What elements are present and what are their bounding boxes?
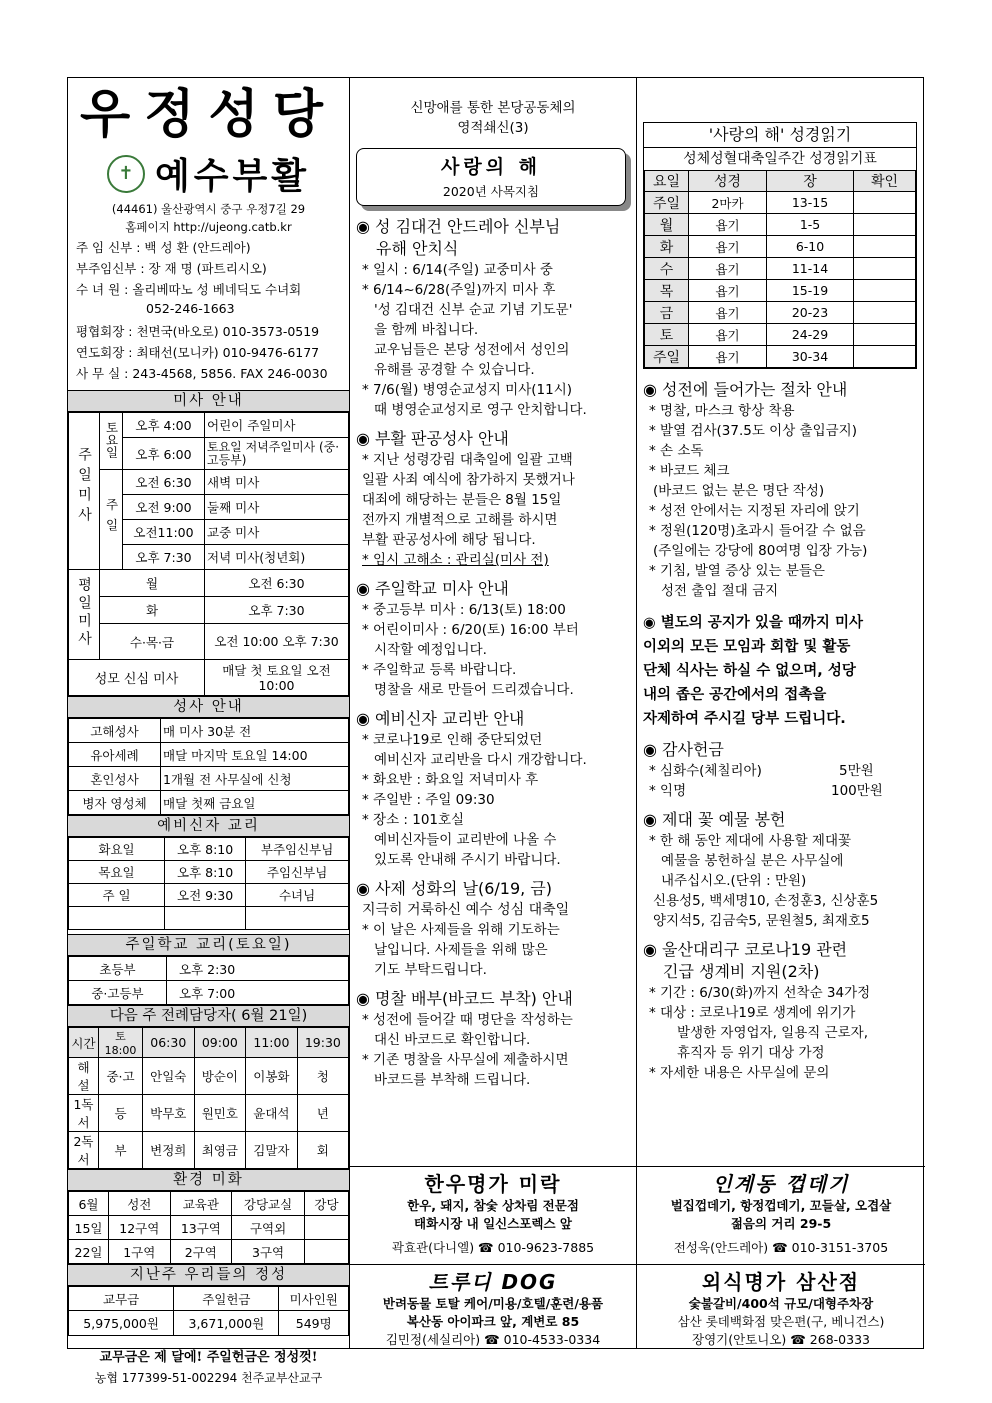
- class-time: 오후 8:10: [165, 838, 246, 861]
- bullet-line: * 바코드 체크: [649, 463, 730, 479]
- bullet-line: 예물을 봉헌하실 분은 사무실에: [661, 853, 844, 869]
- cleaning-cell: 22일: [69, 1240, 109, 1264]
- bullet-line: 성전 출입 절대 금지: [661, 583, 779, 599]
- sacrament-desc: 매달 마지막 토요일 14:00: [161, 743, 349, 767]
- office-contact: 사 무 실 : 243-4568, 5856. FAX 246-0030: [76, 366, 328, 381]
- sacrament-desc: 매 미사 30분 전: [161, 719, 349, 743]
- liturgy-cell: 윤대석: [246, 1095, 298, 1132]
- cleaning-cell: 13구역: [170, 1216, 232, 1240]
- bullet-line: 전까지 개별적으로 고해를 하시면: [362, 512, 558, 528]
- bullet-line: 날입니다. 사제들을 위해 많은: [374, 942, 548, 958]
- bible-day: 화: [645, 236, 689, 258]
- cleaning-cell: [305, 1216, 349, 1240]
- mass-time: 오후 4:00: [123, 413, 205, 438]
- bible-book: 욥기: [689, 280, 767, 302]
- notice-line: 내의 좁은 공간에서의 접촉을: [643, 687, 827, 703]
- ad-line: 삼산 롯데백화점 맞은편(구, 베니건스): [677, 1314, 885, 1329]
- cleaning-header: 6월: [69, 1192, 109, 1216]
- bible-header: 확인: [854, 171, 916, 192]
- bank-account: 농협 177399-51-002294 천주교부산교구: [94, 1371, 323, 1385]
- right-column: [637, 78, 925, 1348]
- notice-line: ◉ 별도의 공지가 있을 때까지 미사: [643, 615, 863, 631]
- bullet-line: 기도 부탁드립니다.: [374, 962, 487, 978]
- thanks-offering-title: ◉ 감사헌금: [643, 740, 724, 759]
- relic-title: ◉ 성 김대건 안드레아 신부님: [356, 217, 561, 236]
- assistant-pastor: 부주임신부 : 장 재 명 (파트리시오): [76, 261, 267, 276]
- liturgy-header: 09:00: [194, 1028, 246, 1058]
- bullet-line: 유해를 공경할 수 있습니다.: [374, 362, 535, 378]
- offering-header: 교무금: [69, 1287, 174, 1311]
- catechumen-heading: 예비신자 교리: [68, 815, 349, 837]
- relic-list: [350, 260, 636, 420]
- sacrament-name: 병자 영성체: [69, 791, 161, 815]
- bible-chapter: 30-34: [767, 346, 854, 368]
- offering-slogan: 교무금은 제 달에! 주일헌금은 정성껏!: [99, 1350, 318, 1365]
- mass-desc: 토요일 저녁주일미사 (중·고등부): [205, 438, 349, 470]
- bible-check[interactable]: [854, 280, 916, 302]
- ad-line: 태화시장 내 일신스포렉스 앞: [414, 1216, 572, 1231]
- theme-box: [356, 148, 626, 206]
- theme-box-subtitle: 2020년 사목지침: [442, 184, 540, 199]
- bible-check[interactable]: [854, 214, 916, 236]
- bible-header: 요일: [645, 171, 689, 192]
- school-time: 오후 7:00: [167, 981, 349, 1005]
- liturgy-cell: 변정희: [143, 1132, 195, 1169]
- middle-column: [350, 78, 637, 1348]
- bible-header: 장: [767, 171, 854, 192]
- mass-desc: 새벽 미사: [205, 470, 349, 495]
- bullet-line: (주일에는 강당에 80여명 입장 가능): [653, 543, 868, 559]
- class-day: 목요일: [69, 861, 165, 884]
- marian-mass-label: 성모 신심 미사: [69, 660, 205, 696]
- ad-line: 숯불갈비/400석 규모/대형주차장: [688, 1296, 874, 1311]
- donor-amount: 100만원: [831, 783, 883, 799]
- bible-check[interactable]: [854, 258, 916, 280]
- nametag-title: ◉ 명찰 배부(바코드 부착) 안내: [356, 989, 573, 1008]
- mass-table: [68, 412, 349, 696]
- cleaning-cell: 3구역: [232, 1240, 305, 1264]
- bullet-line: 휴직자 등 위기 대상 가정: [677, 1045, 825, 1061]
- mass-desc: 어린이 주일미사: [205, 413, 349, 438]
- offering-heading: 지난주 우리들의 정성: [68, 1264, 349, 1286]
- cleaning-cell: 12구역: [109, 1216, 171, 1240]
- thanks-offering-list: [637, 761, 925, 801]
- covid-support-list: [637, 983, 925, 1083]
- bible-check[interactable]: [854, 302, 916, 324]
- covid-support-title: ◉ 울산대리구 코로나19 관련: [643, 940, 848, 959]
- bullet-line: 양지석5, 김금숙5, 문원철5, 최재호5: [653, 913, 870, 929]
- weekday-time: 오전 10:00 오후 7:30: [205, 624, 349, 660]
- thanks-row: [637, 781, 925, 801]
- weekday-day: 월: [100, 570, 205, 597]
- bullet-line: * 지난 성령강림 대축일에 일괄 고백: [362, 452, 573, 468]
- bible-subtitle: 성체성혈대축일주간 성경읽기표: [683, 151, 877, 167]
- sacrament-desc: 매달 첫째 금요일: [161, 791, 349, 815]
- liturgy-cell: 년: [297, 1095, 348, 1132]
- bible-day: 주일: [645, 192, 689, 214]
- priest-day-list: [350, 920, 636, 980]
- cleaning-cell: 15일: [69, 1216, 109, 1240]
- sacraments-heading: 성사 안내: [68, 696, 349, 718]
- bible-day: 수: [645, 258, 689, 280]
- cleaning-cell: 2구역: [170, 1240, 232, 1264]
- ad-line: 한우, 돼지, 참숯 상차림 전문점: [407, 1198, 579, 1213]
- theme-box-title: 사랑의 해: [440, 156, 542, 178]
- parish-logo-icon: ✝: [107, 155, 145, 193]
- catechumen-class-title: ◉ 예비신자 교리반 안내: [356, 709, 525, 728]
- bullet-line: 바코드를 부착해 드립니다.: [374, 1072, 531, 1088]
- sunday-mass-label: 주일미사: [69, 413, 100, 570]
- bullet-line: 내주십시오.(단위 : 만원): [661, 873, 807, 889]
- offering-value: 5,975,000원: [69, 1311, 174, 1336]
- saturday-label: 토요일: [100, 413, 123, 470]
- liturgy-cell: 김말자: [246, 1132, 298, 1169]
- council-president: 평협회장 : 천면국(바오로) 010-3573-0519: [76, 324, 320, 339]
- bible-check[interactable]: [854, 192, 916, 214]
- bible-header: 성경: [689, 171, 767, 192]
- ad-samsan: [637, 1264, 925, 1350]
- ad-contact: 김민정(세실리아) ☎ 010-4533-0334: [385, 1332, 601, 1347]
- bullet-line: * 정원(120명)초과시 들어갈 수 없음: [649, 523, 866, 539]
- subtitle: 예수부활: [154, 155, 311, 197]
- confession-title: ◉ 부활 판공성사 안내: [356, 429, 509, 448]
- bullet-line: * 발열 검사(37.5도 이상 출입금지): [649, 423, 857, 439]
- entry-procedure-list: [637, 401, 925, 601]
- bullet-line: * 일시 : 6/14(주일) 교중미사 중: [362, 262, 553, 278]
- liturgy-heading: 다음 주 전례담당자( 6월 21일): [68, 1005, 349, 1027]
- cleaning-table: [68, 1191, 349, 1264]
- bullet-line: 대죄에 해당하는 분들은 8월 15일: [362, 492, 562, 508]
- bullet-line: 때 병영순교성지로 영구 안치합니다.: [374, 402, 587, 418]
- mass-desc: 저녁 미사(청년회): [205, 545, 349, 570]
- bullet-line: * 코로나19로 인해 중단되었던: [362, 732, 543, 748]
- relic-title-2: 유해 안치식: [376, 239, 459, 258]
- bible-title: '사랑의 해' 성경읽기: [644, 123, 916, 148]
- bible-day: 월: [645, 214, 689, 236]
- liturgy-cell: 이봉화: [246, 1058, 298, 1095]
- bible-day: 목: [645, 280, 689, 302]
- bible-book: 욥기: [689, 236, 767, 258]
- cleaning-cell: [305, 1240, 349, 1264]
- liturgy-cell: 회: [297, 1132, 348, 1169]
- address: (44461) 울산광역시 중구 우정7길 29: [111, 202, 306, 216]
- bullet-line: * 어린이미사 : 6/20(토) 16:00 부터: [362, 622, 579, 638]
- bullet-line: * 중고등부 미사 : 6/13(토) 18:00: [362, 602, 566, 618]
- bullet-line: * 6/14~6/28(주일)까지 미사 후: [362, 282, 556, 298]
- bullet-line: * 손 소독: [649, 443, 704, 459]
- altar-flower-list: [637, 831, 925, 931]
- bible-check[interactable]: [854, 324, 916, 346]
- ad-trudy-dog: [350, 1264, 636, 1350]
- cleaning-header: 강당: [305, 1192, 349, 1216]
- entry-procedure-title: ◉ 성전에 들어가는 절차 안내: [643, 380, 848, 399]
- bullet-line: * 성전에 들어갈 때 명단을 작성하는: [362, 1012, 573, 1028]
- bible-day: 주일: [645, 346, 689, 368]
- bullet-line: * 대상 : 코로나19로 생계에 위기가: [649, 1005, 856, 1021]
- bible-book: 욥기: [689, 258, 767, 280]
- gathering-notice: [637, 611, 925, 731]
- weekday-mass-label: 평일미사: [69, 570, 100, 660]
- bible-chapter: 13-15: [767, 192, 854, 214]
- mass-heading: 미사 안내: [68, 390, 349, 412]
- liturgy-cell: 해 설: [69, 1058, 99, 1095]
- homepage-link[interactable]: 홈페이지 http://ujeong.catb.kr: [125, 220, 292, 234]
- convent: 수 녀 원 : 올리베따노 성 베네딕도 수녀회: [76, 282, 302, 297]
- liturgy-table: [68, 1027, 349, 1169]
- class-day: 화요일: [69, 838, 165, 861]
- church-title: 우정성당: [80, 85, 337, 145]
- cleaning-header: 강당교실: [232, 1192, 305, 1216]
- bible-chapter: 11-14: [767, 258, 854, 280]
- ad-line: 반려동물 토탈 케어/미용/호텔/훈련/용품: [382, 1296, 604, 1311]
- marian-mass-time: 매달 첫 토요일 오전 10:00: [205, 660, 349, 696]
- school-grade: 중·고등부: [69, 981, 167, 1005]
- bullet-line: * 주일학교 등록 바랍니다.: [362, 662, 517, 678]
- weekday-time: 오후 7:30: [205, 597, 349, 624]
- ad-ingyedong: [637, 1166, 925, 1264]
- subtitle-row: [68, 148, 349, 199]
- notice-line: 자제하여 주시길 당부 드립니다.: [643, 711, 846, 727]
- liturgy-cell: 중·고: [99, 1058, 143, 1095]
- liturgy-cell: 최영금: [194, 1132, 246, 1169]
- sacraments-table: [68, 718, 349, 815]
- school-mass-list: [350, 600, 636, 700]
- bible-book: 욥기: [689, 324, 767, 346]
- left-column: [68, 78, 350, 1385]
- bullet-line: 교우님들은 본당 성전에서 성인의: [374, 342, 570, 358]
- class-day: 주 일: [69, 884, 165, 907]
- temporary-confessional: * 임시 고해소 : 관리실(미사 전): [362, 552, 549, 568]
- ad-name: 외식명가 삼산점: [701, 1270, 861, 1294]
- donor-amount: 5만원: [839, 763, 874, 779]
- ad-contact: 전성욱(안드레아) ☎ 010-3151-3705: [673, 1240, 889, 1255]
- sunday-school-heading: 주일학교 교리(토요일): [68, 934, 349, 956]
- sacrament-name: 유아세례: [69, 743, 161, 767]
- bible-day: 금: [645, 302, 689, 324]
- bullet-line: * 자세한 내용은 사무실에 문의: [649, 1065, 830, 1081]
- ad-contact: 곽효관(다니엘) ☎ 010-9623-7885: [391, 1240, 595, 1255]
- bullet-line: 시작할 예정입니다.: [374, 642, 487, 658]
- bible-chapter: 15-19: [767, 280, 854, 302]
- ad-contact: 장영기(안토니오) ☎ 268-0333: [692, 1332, 870, 1347]
- donor-name: * 익명: [649, 783, 687, 799]
- liturgy-header: 06:30: [143, 1028, 195, 1058]
- offering-value: 549명: [279, 1311, 349, 1336]
- cleaning-cell: 1구역: [109, 1240, 171, 1264]
- bullet-line: '성 김대건 신부 순교 기념 기도문': [374, 302, 573, 318]
- school-mass-title: ◉ 주일학교 미사 안내: [356, 579, 509, 598]
- mass-time: 오전11:00: [123, 520, 205, 545]
- bible-book: 욥기: [689, 346, 767, 368]
- offering-header: 미사인원: [279, 1287, 349, 1311]
- bullet-line: * 기간 : 6/30(화)까지 선착순 34가정: [649, 985, 871, 1001]
- ad-name: 한우명가 미락: [424, 1172, 562, 1196]
- notice-line: 이외의 모든 모임과 회합 및 활동: [643, 639, 851, 655]
- offering-header: 주일헌금: [174, 1287, 279, 1311]
- liturgy-header: 11:00: [246, 1028, 298, 1058]
- bible-reading-box: [643, 122, 917, 369]
- sacrament-desc: 1개월 전 사무실에 신청: [161, 767, 349, 791]
- bullet-line: 일괄 사죄 예식에 참가하지 못했거나: [362, 472, 575, 488]
- liturgy-cell: 원민호: [194, 1095, 246, 1132]
- cleaning-header: 성전: [109, 1192, 171, 1216]
- thanks-row: [637, 761, 925, 781]
- priest-day-subtitle: 지극히 거룩하신 예수 성심 대축일: [362, 902, 570, 918]
- ad-name: 인계동 껍데기: [712, 1172, 850, 1196]
- mass-time: 오전 9:00: [123, 495, 205, 520]
- ad-line: 복산동 아이파크 앞, 계변로 85: [406, 1314, 580, 1329]
- bible-day: 토: [645, 324, 689, 346]
- liturgy-cell: 부: [99, 1132, 143, 1169]
- altar-flower-title: ◉ 제대 꽃 예물 봉헌: [643, 810, 786, 829]
- bullet-line: * 화요반 : 화요일 저녁미사 후: [362, 772, 539, 788]
- weekday-day: 수·목·금: [100, 624, 205, 660]
- sunday-label: 주일: [100, 470, 123, 570]
- liturgy-cell: 청: [297, 1058, 348, 1095]
- cleaning-header: 교육관: [170, 1192, 232, 1216]
- bullet-line: 있도록 안내해 주시기 바랍니다.: [374, 852, 561, 868]
- offering-table: [68, 1286, 349, 1336]
- bullet-line: 명찰을 새로 만들어 드리겠습니다.: [374, 682, 574, 698]
- bullet-line: * 주일반 : 주일 09:30: [362, 792, 495, 808]
- bullet-line: 부활 판공성사에 해당 됩니다.: [362, 532, 536, 548]
- school-time: 오후 2:30: [167, 957, 349, 981]
- class-time: 오후 8:10: [165, 861, 246, 884]
- cleaning-heading: 환경 미화: [68, 1169, 349, 1191]
- pastor: 주 임 신부 : 백 성 환 (안드레아): [76, 240, 251, 255]
- bullet-line: * 기침, 발열 증상 있는 분들은: [649, 563, 825, 579]
- bible-book: 2마카: [689, 192, 767, 214]
- sacrament-name: 혼인성사: [69, 767, 161, 791]
- nametag-list: [350, 1010, 636, 1090]
- mass-desc: 교중 미사: [205, 520, 349, 545]
- bible-book: 욥기: [689, 302, 767, 324]
- bullet-line: 발생한 자영업자, 일용직 근로자,: [677, 1025, 868, 1041]
- convent-phone: 052-246-1663: [146, 301, 235, 316]
- bullet-line: 예비신자 교리반을 다시 개강합니다.: [374, 752, 587, 768]
- sacrament-name: 고해성사: [69, 719, 161, 743]
- ad-line: 벌집껍데기, 항정껍데기, 꼬들살, 오겹살: [670, 1198, 892, 1213]
- bullet-line: * 이 날은 사제들을 위해 기도하는: [362, 922, 560, 938]
- cleaning-cell: 구역외: [232, 1216, 305, 1240]
- bible-check[interactable]: [854, 236, 916, 258]
- priest-day-title: ◉ 사제 성화의 날(6/19, 금): [356, 879, 552, 898]
- weekday-time: 오전 6:30: [205, 570, 349, 597]
- covid-support-title-2: 긴급 생계비 지원(2차): [663, 962, 820, 981]
- bullet-line: (바코드 없는 분은 명단 작성): [653, 483, 825, 499]
- liturgy-header: 19:30: [297, 1028, 348, 1058]
- bullet-line: * 7/6(월) 병영순교성지 미사(11시): [362, 382, 573, 398]
- class-teacher: 부주임신부님: [246, 838, 349, 861]
- notice-line: 단체 식사는 하실 수 없으며, 성당: [643, 663, 856, 679]
- bullet-line: * 한 해 동안 제대에 사용할 제대꽃: [649, 833, 852, 849]
- class-teacher: 수녀님: [246, 884, 349, 907]
- bible-chapter: 20-23: [767, 302, 854, 324]
- weekday-day: 화: [100, 597, 205, 624]
- school-grade: 초등부: [69, 957, 167, 981]
- ad-line: 젊음의 거리 29-5: [730, 1216, 832, 1231]
- mass-time: 오후 6:00: [123, 438, 205, 470]
- bible-chapter: 6-10: [767, 236, 854, 258]
- bullet-line: 을 함께 바칩니다.: [374, 322, 479, 338]
- donor-name: * 심화수(체칠리아): [649, 763, 762, 779]
- mass-desc: 둘째 미사: [205, 495, 349, 520]
- bullet-line: * 장소 : 101호실: [362, 812, 465, 828]
- bullet-line: 대신 바코드로 확인합니다.: [374, 1032, 531, 1048]
- bible-book: 욥기: [689, 214, 767, 236]
- bible-table: [644, 170, 916, 368]
- sunday-school-table: [68, 956, 349, 1005]
- theme-line-2: 영적쇄신(3): [457, 120, 529, 136]
- bullet-line: * 기존 명찰을 사무실에 제출하시면: [362, 1052, 569, 1068]
- confession-list: [350, 450, 636, 570]
- bulletin-frame: [67, 77, 924, 1385]
- theme-line-1: 신망애를 통한 본당공동체의: [410, 100, 576, 116]
- offering-value: 3,671,000원: [174, 1311, 279, 1336]
- liturgy-header: 토18:00: [99, 1028, 143, 1058]
- liturgy-cell: 1독서: [69, 1095, 99, 1132]
- liturgy-header: 시간: [69, 1028, 99, 1058]
- catechumen-table: [68, 837, 349, 930]
- bullet-line: * 명찰, 마스크 항상 착용: [649, 403, 795, 419]
- class-time: 오전 9:30: [165, 884, 246, 907]
- bullet-line: 신용성5, 백세명10, 손정훈3, 신상훈5: [653, 893, 879, 909]
- liturgy-cell: 안일숙: [143, 1058, 195, 1095]
- mass-time: 오후 7:30: [123, 545, 205, 570]
- bullet-line: 예비신자들이 교리반에 나올 수: [374, 832, 557, 848]
- catechumen-class-list: [350, 730, 636, 870]
- bullet-line: * 성전 안에서는 지정된 자리에 앉기: [649, 503, 860, 519]
- mass-time: 오전 6:30: [123, 470, 205, 495]
- bible-chapter: 24-29: [767, 324, 854, 346]
- liturgy-cell: 등: [99, 1095, 143, 1132]
- bible-check[interactable]: [854, 346, 916, 368]
- class-teacher: 주임신부님: [246, 861, 349, 884]
- liturgy-cell: 방순이: [194, 1058, 246, 1095]
- ad-name: 트루디 DOG: [428, 1270, 558, 1294]
- elder-president: 연도회장 : 최태선(모니카) 010-9476-6177: [76, 345, 320, 360]
- ad-hanwoo: [350, 1166, 636, 1264]
- bible-chapter: 1-5: [767, 214, 854, 236]
- liturgy-cell: 2독서: [69, 1132, 99, 1169]
- liturgy-cell: 박무호: [143, 1095, 195, 1132]
